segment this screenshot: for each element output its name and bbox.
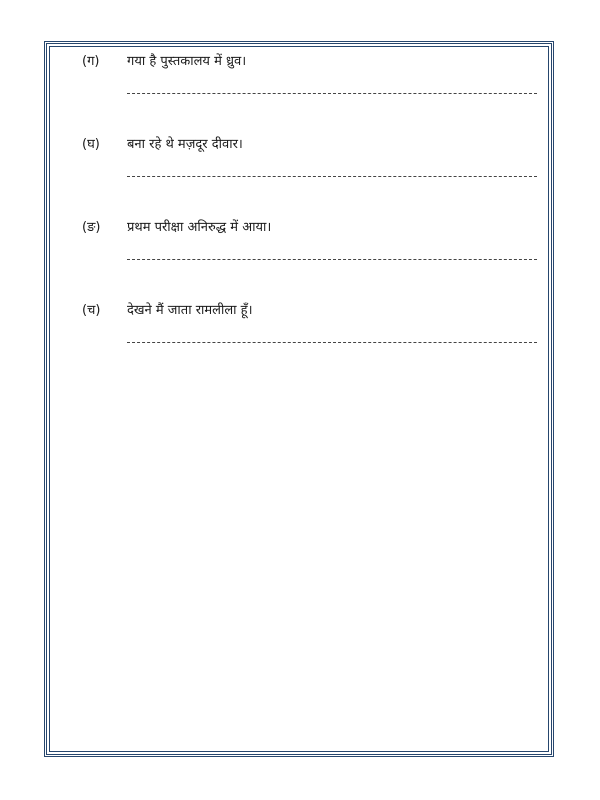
question-label: (च) — [82, 303, 101, 318]
answer-line[interactable] — [127, 176, 537, 177]
question-cha — [0, 302, 600, 362]
answer-line[interactable] — [127, 93, 537, 94]
question-text: बना रहे थे मज़दूर दीवार। — [127, 137, 243, 152]
question-text: प्रथम परीक्षा अनिरुद्ध में आया। — [127, 220, 272, 235]
answer-line[interactable] — [127, 342, 537, 343]
question-nga — [0, 219, 600, 279]
question-label: (ग) — [82, 54, 100, 69]
question-text: गया है पुस्तकालय में ध्रुव। — [127, 54, 247, 69]
question-ga — [0, 53, 600, 113]
question-text: देखने मैं जाता रामलीला हूँ। — [127, 303, 253, 318]
question-gha — [0, 136, 600, 196]
question-label: (ङ) — [82, 220, 101, 235]
answer-line[interactable] — [127, 259, 537, 260]
question-label: (घ) — [82, 137, 100, 152]
